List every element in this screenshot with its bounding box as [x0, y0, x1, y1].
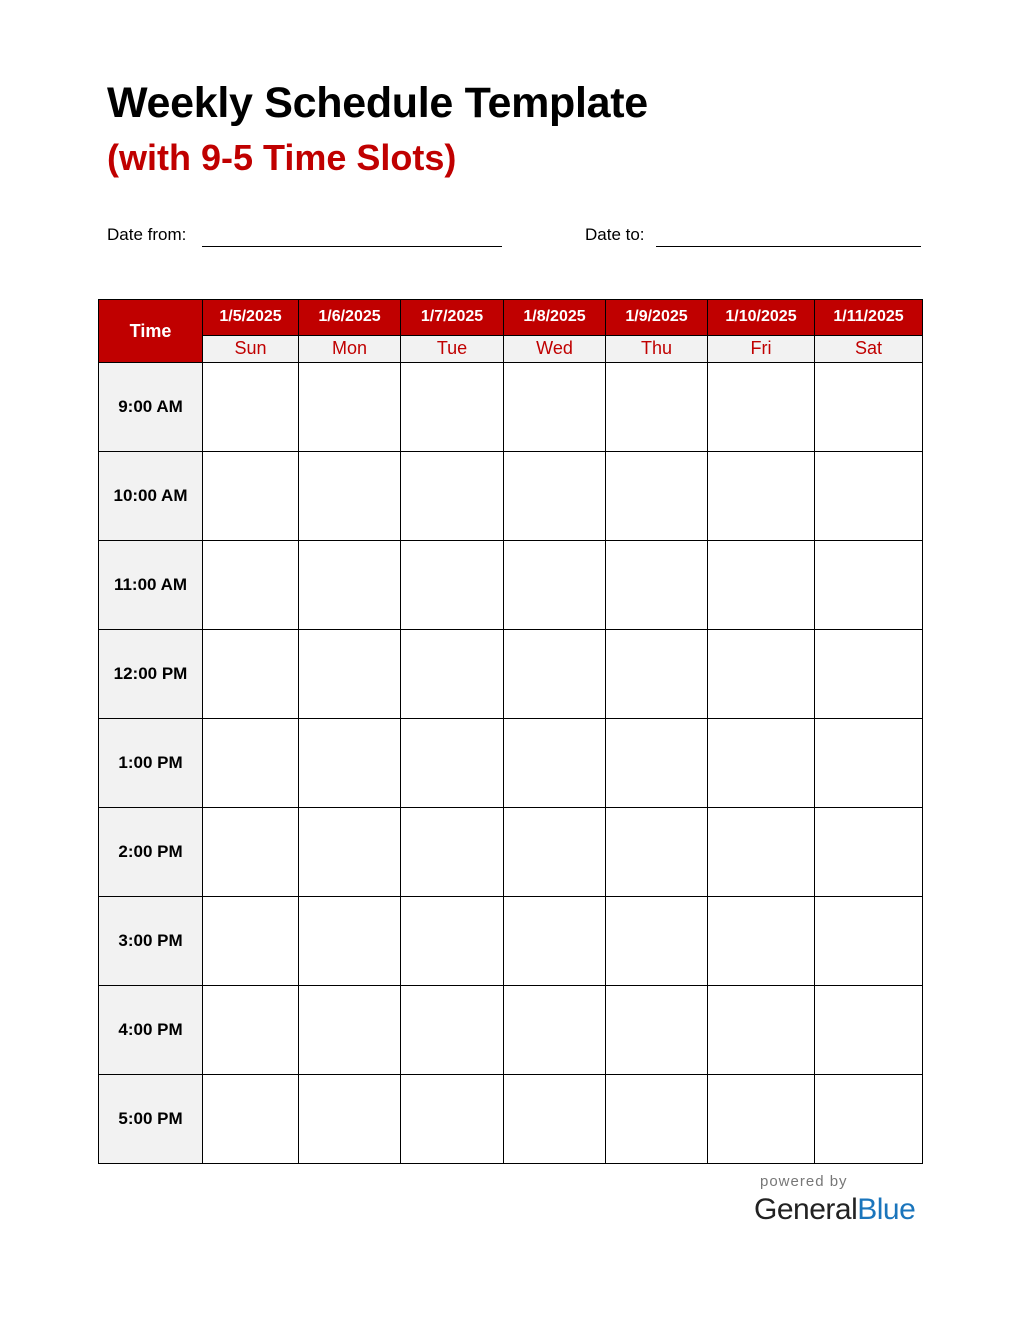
powered-by-text: powered by [760, 1173, 848, 1190]
schedule-cell[interactable] [815, 986, 923, 1075]
time-slot-label: 5:00 PM [99, 1075, 203, 1164]
schedule-cell[interactable] [708, 1075, 815, 1164]
schedule-cell[interactable] [203, 719, 299, 808]
day-header: Mon [299, 335, 401, 362]
day-header: Tue [401, 335, 504, 362]
schedule-cell[interactable] [606, 630, 708, 719]
schedule-cell[interactable] [401, 897, 504, 986]
schedule-cell[interactable] [504, 452, 606, 541]
table-row [99, 541, 923, 630]
table-row [99, 363, 923, 452]
schedule-cell[interactable] [401, 719, 504, 808]
schedule-cell[interactable] [606, 719, 708, 808]
brand-logo [754, 1191, 915, 1229]
brand-name-general: General [754, 1193, 858, 1226]
schedule-cell[interactable] [203, 541, 299, 630]
schedule-cell[interactable] [708, 897, 815, 986]
date-header: 1/10/2025 [708, 300, 815, 336]
date-header: 1/5/2025 [203, 300, 299, 336]
schedule-cell[interactable] [299, 452, 401, 541]
time-slot-label: 4:00 PM [99, 986, 203, 1075]
schedule-cell[interactable] [708, 452, 815, 541]
schedule-cell[interactable] [504, 808, 606, 897]
schedule-cell[interactable] [815, 541, 923, 630]
table-row [99, 452, 923, 541]
schedule-cell[interactable] [203, 630, 299, 719]
schedule-cell[interactable] [815, 1075, 923, 1164]
date-to-field[interactable] [656, 246, 921, 247]
schedule-table [98, 299, 923, 1164]
schedule-cell[interactable] [606, 452, 708, 541]
schedule-cell[interactable] [606, 1075, 708, 1164]
table-row [99, 986, 923, 1075]
schedule-cell[interactable] [708, 719, 815, 808]
table-row [99, 1075, 923, 1164]
schedule-cell[interactable] [815, 363, 923, 452]
schedule-cell[interactable] [708, 541, 815, 630]
time-slot-label: 3:00 PM [99, 897, 203, 986]
schedule-cell[interactable] [504, 363, 606, 452]
schedule-cell[interactable] [299, 719, 401, 808]
table-row [99, 719, 923, 808]
schedule-cell[interactable] [504, 986, 606, 1075]
date-header: 1/11/2025 [815, 300, 923, 336]
schedule-cell[interactable] [401, 541, 504, 630]
day-header: Fri [708, 335, 815, 362]
schedule-body [99, 363, 923, 1164]
time-slot-label: 10:00 AM [99, 452, 203, 541]
schedule-cell[interactable] [401, 1075, 504, 1164]
schedule-cell[interactable] [299, 986, 401, 1075]
table-row [99, 808, 923, 897]
schedule-cell[interactable] [203, 363, 299, 452]
schedule-cell[interactable] [504, 719, 606, 808]
schedule-cell[interactable] [299, 541, 401, 630]
schedule-cell[interactable] [708, 630, 815, 719]
schedule-cell[interactable] [606, 541, 708, 630]
schedule-cell[interactable] [815, 719, 923, 808]
schedule-cell[interactable] [401, 452, 504, 541]
brand-name-blue: Blue [857, 1193, 916, 1226]
time-slot-label: 12:00 PM [99, 630, 203, 719]
schedule-cell[interactable] [203, 1075, 299, 1164]
schedule-cell[interactable] [606, 363, 708, 452]
page-subtitle: (with 9-5 Time Slots) [107, 137, 457, 178]
day-header: Sun [203, 335, 299, 362]
time-slot-label: 11:00 AM [99, 541, 203, 630]
date-header: 1/9/2025 [606, 300, 708, 336]
schedule-cell[interactable] [708, 986, 815, 1075]
schedule-cell[interactable] [203, 986, 299, 1075]
schedule-cell[interactable] [606, 808, 708, 897]
date-header: 1/6/2025 [299, 300, 401, 336]
date-to-label: Date to: [585, 225, 645, 244]
schedule-cell[interactable] [203, 808, 299, 897]
schedule-cell[interactable] [299, 363, 401, 452]
schedule-cell[interactable] [815, 808, 923, 897]
date-header-row [99, 300, 923, 336]
schedule-cell[interactable] [203, 897, 299, 986]
time-slot-label: 2:00 PM [99, 808, 203, 897]
schedule-cell[interactable] [504, 541, 606, 630]
time-slot-label: 9:00 AM [99, 363, 203, 452]
schedule-cell[interactable] [299, 1075, 401, 1164]
day-header-row [99, 335, 923, 362]
date-from-label: Date from: [107, 225, 187, 244]
schedule-cell[interactable] [401, 630, 504, 719]
schedule-cell[interactable] [401, 808, 504, 897]
day-header: Sat [815, 335, 923, 362]
schedule-cell[interactable] [606, 897, 708, 986]
schedule-cell[interactable] [708, 808, 815, 897]
schedule-cell[interactable] [815, 897, 923, 986]
schedule-cell[interactable] [504, 630, 606, 719]
time-column-header: Time [99, 300, 203, 363]
table-row [99, 897, 923, 986]
date-header: 1/8/2025 [504, 300, 606, 336]
day-header: Thu [606, 335, 708, 362]
page-title: Weekly Schedule Template [107, 79, 648, 127]
time-slot-label: 1:00 PM [99, 719, 203, 808]
date-header: 1/7/2025 [401, 300, 504, 336]
table-row [99, 630, 923, 719]
schedule-cell[interactable] [401, 986, 504, 1075]
schedule-cell[interactable] [606, 986, 708, 1075]
schedule-cell[interactable] [299, 897, 401, 986]
schedule-cell[interactable] [815, 452, 923, 541]
schedule-cell[interactable] [299, 630, 401, 719]
schedule-cell[interactable] [299, 808, 401, 897]
schedule-cell[interactable] [401, 363, 504, 452]
date-from-field[interactable] [202, 246, 502, 247]
day-header: Wed [504, 335, 606, 362]
schedule-cell[interactable] [815, 630, 923, 719]
schedule-cell[interactable] [203, 452, 299, 541]
schedule-cell[interactable] [708, 363, 815, 452]
schedule-cell[interactable] [504, 897, 606, 986]
schedule-cell[interactable] [504, 1075, 606, 1164]
